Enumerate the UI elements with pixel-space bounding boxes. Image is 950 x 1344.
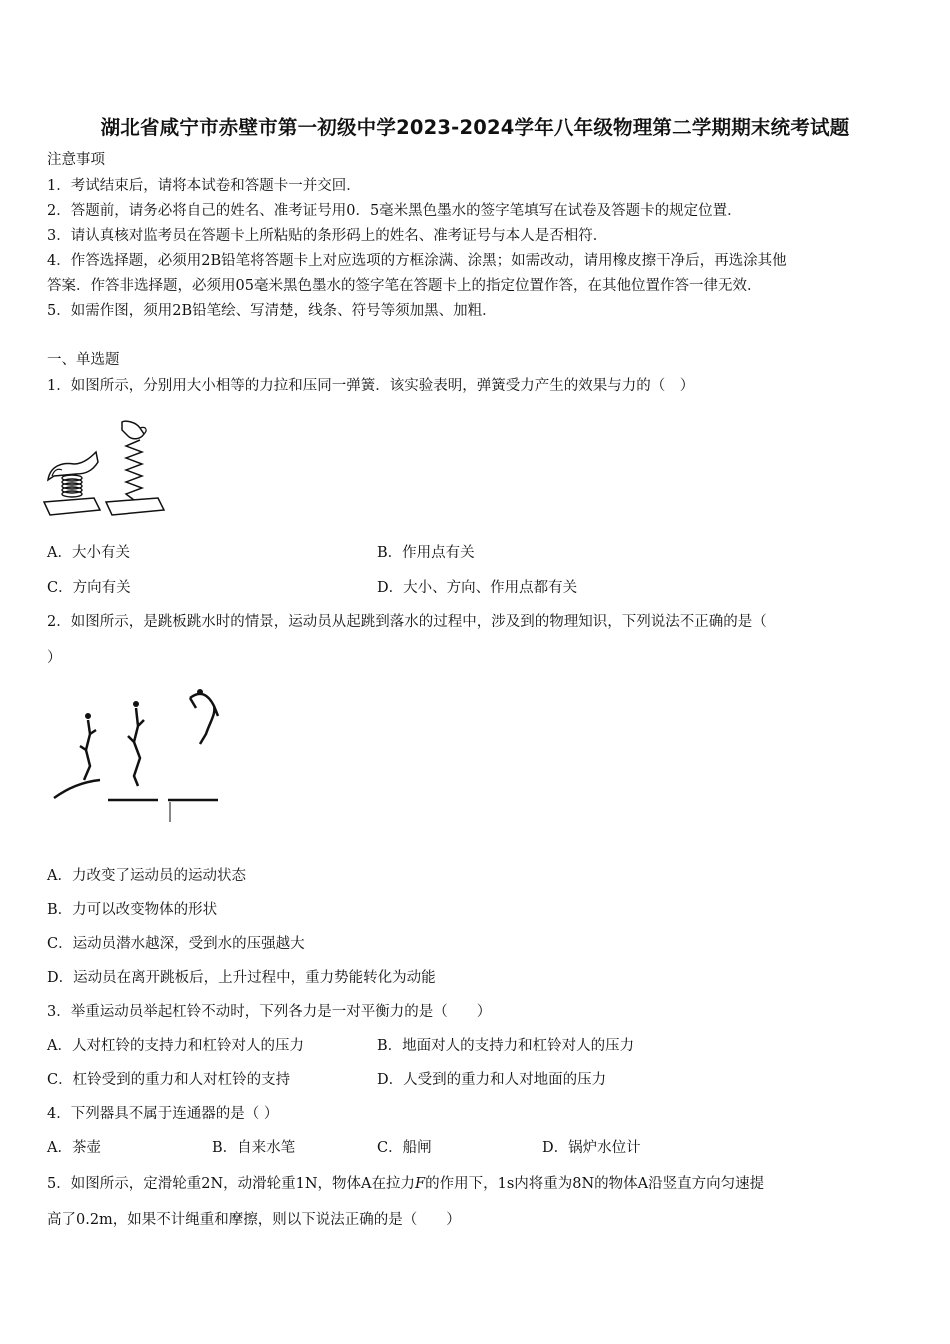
question-2-stem-line2: ）	[47, 650, 62, 666]
question-3-option-c: C．杠铃受到的重力和人对杠铃的支持	[47, 1072, 291, 1088]
question-5-stem-line2: 高了0.2m，如果不计绳重和摩擦，则以下说法正确的是（ ）	[47, 1212, 461, 1228]
question-4-option-c: C．船闸	[377, 1140, 432, 1156]
notice-item-4-cont: 答案．作答非选择题，必须用05毫米黑色墨水的签字笔在答题卡上的指定位置作答，在其他位置作答一律无效．	[47, 278, 762, 294]
question-2-option-c: C．运动员潜水越深，受到水的压强越大	[47, 936, 305, 952]
question-3-option-b: B．地面对人的支持力和杠铃对人的压力	[377, 1038, 635, 1054]
question-5-stem-line1	[47, 1174, 764, 1194]
notice-heading: 注意事项	[47, 152, 105, 168]
question-3-option-a: A．人对杠铃的支持力和杠铃对人的压力	[47, 1038, 304, 1054]
question-1-option-d: D．大小、方向、作用点都有关	[377, 580, 578, 596]
section-heading: 一、单选题	[47, 352, 120, 368]
question-4-option-d: D．锅炉水位计	[542, 1140, 641, 1156]
question-1-option-b: B．作用点有关	[377, 545, 475, 561]
question-2-stem-line1: 2．如图所示，是跳板跳水时的情景，运动员从起跳到落水的过程中，涉及到的物理知识，下列说法不正确的是（	[47, 614, 767, 630]
notice-item-1: 1．考试结束后，请将本试卷和答题卡一并交回．	[47, 178, 361, 194]
question-5-stem-var: F	[415, 1176, 426, 1192]
question-3-option-d: D．人受到的重力和人对地面的压力	[377, 1072, 607, 1088]
question-1-option-c: C．方向有关	[47, 580, 131, 596]
notice-item-4: 4．作答选择题，必须用2B铅笔将答题卡上对应选项的方框涂满、涂黑；如需改动，请用橡皮擦干净后，再选涂其他	[47, 253, 787, 269]
question-1-stem: 1．如图所示，分别用大小相等的力拉和压同一弹簧．该实验表明，弹簧受力产生的效果与力的（ ）	[47, 378, 695, 394]
diving-figure	[50, 686, 225, 826]
question-5-stem-post: 的作用下，1s内将重为8N的物体A沿竖直方向匀速提	[425, 1176, 765, 1192]
question-3-stem: 3．举重运动员举起杠铃不动时，下列各力是一对平衡力的是（ ）	[47, 1004, 492, 1020]
question-2-option-d: D．运动员在离开跳板后，上升过程中，重力势能转化为动能	[47, 970, 436, 986]
spring-figure	[40, 418, 170, 522]
question-2-option-a: A．力改变了运动员的运动状态	[47, 868, 246, 884]
notice-item-5: 5．如需作图，须用2B铅笔绘、写清楚，线条、符号等须加黑、加粗．	[47, 303, 497, 319]
page-title: 湖北省咸宁市赤壁市第一初级中学2023-2024学年八年级物理第二学期期末统考试题	[100, 116, 850, 139]
question-5-stem-pre: 5．如图所示，定滑轮重2N，动滑轮重1N，物体A在拉力	[47, 1176, 416, 1192]
question-2-option-b: B．力可以改变物体的形状	[47, 902, 218, 918]
question-1-option-a: A．大小有关	[47, 545, 130, 561]
notice-item-3: 3．请认真核对监考员在答题卡上所粘贴的条形码上的姓名、准考证号与本人是否相符．	[47, 228, 608, 244]
question-4-option-a: A．茶壶	[47, 1140, 101, 1156]
notice-item-2: 2．答题前，请务必将自己的姓名、准考证号用0．5毫米黑色墨水的签字笔填写在试卷及答题卡的规定位置．	[47, 203, 742, 219]
question-4-stem: 4．下列器具不属于连通器的是（ ）	[47, 1106, 279, 1122]
question-4-option-b: B．自来水笔	[212, 1140, 296, 1156]
